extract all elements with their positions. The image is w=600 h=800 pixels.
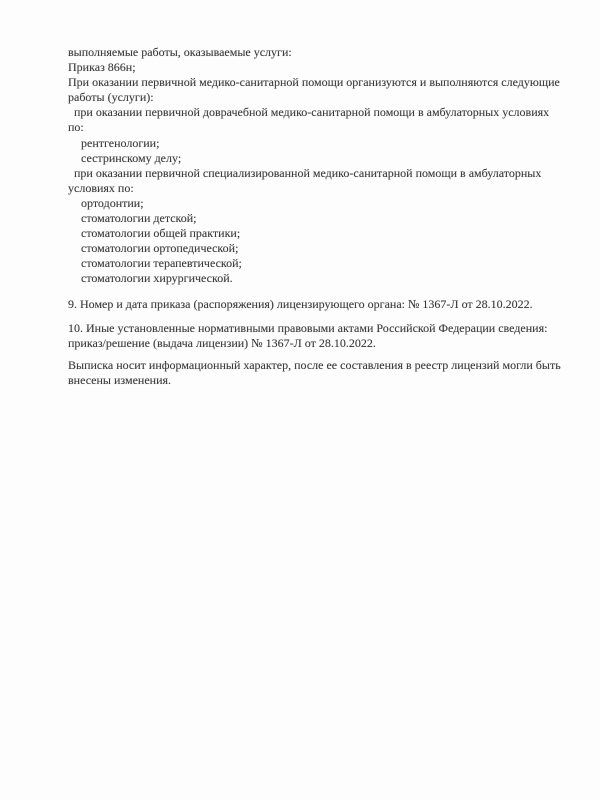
text-line: Приказ 866н; [68, 60, 136, 75]
section-item-10-other-information [68, 321, 574, 351]
text-line: ортодонтии; [81, 195, 144, 210]
text-line: стоматологии терапевтической; [81, 256, 242, 271]
text-line: стоматологии ортопедической; [81, 241, 239, 256]
text-line: при оказании первичной доврачебной медико-санитарной помощи в амбулаторных условиях [74, 105, 550, 120]
text-line: При оказании первичной медико-санитарной помощи организуются и выполняются следующие [68, 75, 560, 90]
text-line: рентгенологии; [81, 135, 160, 150]
section-works-services-list [68, 45, 574, 287]
text-line: приказ/решение (выдача лицензии) № 1367-Л от 28.10.2022. [68, 336, 376, 351]
document-text-block [68, 45, 574, 388]
text-line: внесены изменения. [68, 373, 172, 388]
text-line: при оказании первичной специализированной медико-санитарной помощи в амбулаторных [74, 165, 542, 180]
text-line: 10. Иные установленные нормативными правовыми актами Российской Федерации сведения: [68, 321, 548, 336]
text-line: стоматологии детской; [81, 211, 197, 226]
section-disclaimer [68, 358, 574, 388]
text-line: по: [68, 120, 84, 135]
text-line: работы (услуги): [68, 90, 154, 105]
text-line: стоматологии общей практики; [81, 226, 241, 241]
section-item-9-order-number-date [68, 297, 574, 312]
text-line: условиях по: [68, 180, 134, 195]
text-line: 9. Номер и дата приказа (распоряжения) лицензирующего органа: № 1367-Л от 28.10.2022. [68, 296, 533, 311]
text-line: Выписка носит информационный характер, после ее составления в реестр лицензий могли быть [68, 358, 561, 373]
text-line: сестринскому делу; [81, 150, 182, 165]
text-line: стоматологии хирургической. [81, 271, 233, 286]
text-line: выполняемые работы, оказываемые услуги: [68, 45, 292, 59]
